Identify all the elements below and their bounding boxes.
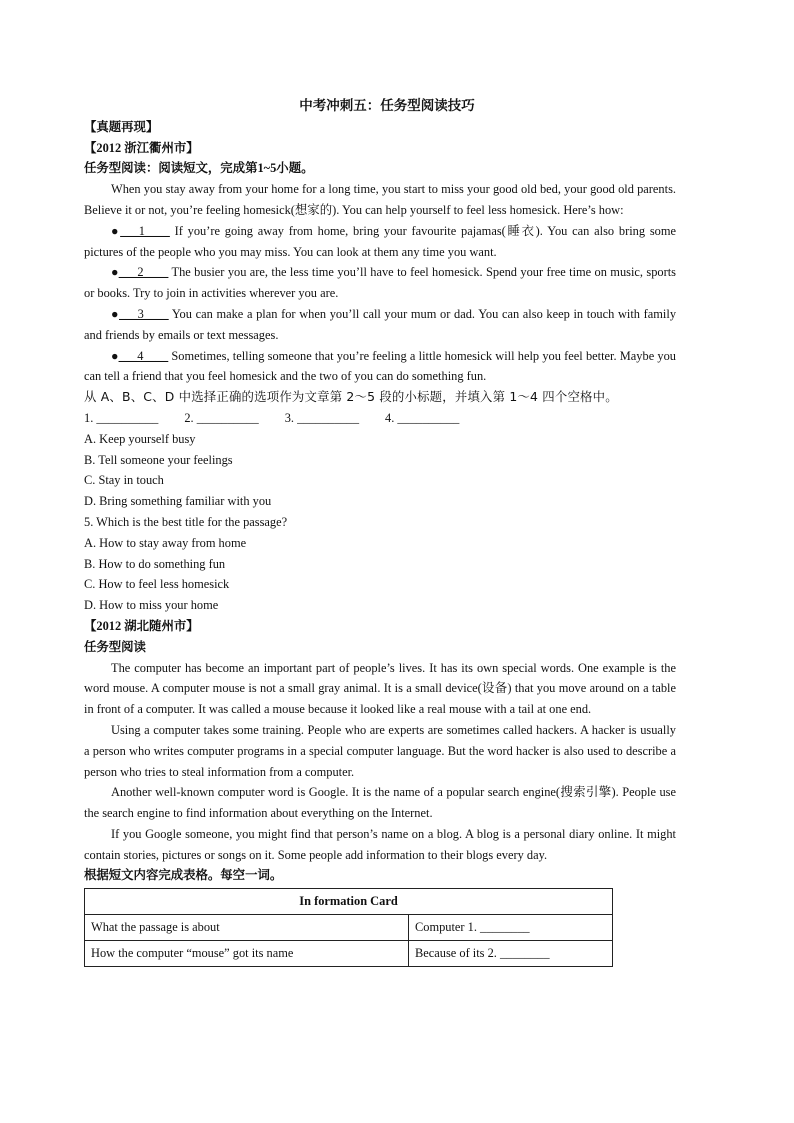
bullet-mark: ● [111, 223, 121, 238]
information-card-table [84, 888, 613, 966]
answer-blank-4: ___4____ [118, 348, 169, 363]
answer-line-1: 1. __________ [84, 410, 159, 425]
bullet-text: You can make a plan for when you’ll call your mum or dad. You can also keep in touch with family and friends by emails or text messages. [84, 306, 677, 342]
q1-option-c: C. Stay in touch [84, 473, 164, 488]
q1-instruction: 任务型阅读：阅读短文，完成第1~5小题。 [84, 161, 314, 176]
q2-paragraph-1: The computer has become an important part of people’s lives. It has its own special words. One example is the word mouse. A computer mouse is not a small gray animal. It is a small device(设备) that you move around on a table in front of a computer. It was called a mouse because it looked like a real mouse with a tail at one end. [84, 660, 676, 717]
table-header-row [85, 889, 613, 915]
answer-blank-3: ___3____ [119, 306, 169, 321]
q5-option-b: B. How to do something fun [84, 556, 226, 571]
bullet-text: Sometimes, telling someone that you’re feeling a little homesick will help you feel better. Maybe you can tell a friend that you feel homesick and the two of you can do something fun. [84, 348, 676, 384]
q1-choose-instruction: 从 A、B、C、D 中选择正确的选项作为文章第 2～5 段的小标题，并填入第 1～4 四个空格中。 [84, 389, 618, 405]
document-page [84, 96, 676, 967]
q5-option-d: D. How to miss your home [84, 598, 219, 613]
bullet-mark: ● [111, 265, 119, 280]
answer-blank-2: ___2____ [118, 265, 169, 280]
q1-source: 【2012 浙江衢州市】 [84, 140, 199, 155]
q2-source: 【2012 湖北随州市】 [84, 618, 199, 633]
bullet-text: The busier you are, the less time you’ll have to feel homesick. Spend your free time on music, sports or books. Try to join in activities wherever you are. [84, 265, 676, 301]
table-row [85, 940, 613, 966]
table-cell-answer: Computer 1. ________ [409, 915, 613, 941]
q2-instruction: 任务型阅读 [84, 639, 146, 654]
answer-line-2: 2. __________ [184, 410, 259, 425]
q1-bullet-2 [84, 262, 676, 304]
q5-option-c: C. How to feel less homesick [84, 577, 230, 592]
q2-table-instruction: 根据短文内容完成表格。每空一词。 [84, 868, 283, 883]
table-cell-answer: Because of its 2. ________ [409, 940, 613, 966]
answer-line-3: 3. __________ [284, 410, 360, 425]
q2-paragraph-2: Using a computer takes some training. People who are experts are sometimes called hackers. A hacker is usually a person who writes computer programs in a special computer language. But the word hacker is also used to describe a person who tries to steal information from a computer. [84, 722, 676, 779]
bullet-mark: ● [111, 348, 119, 363]
q5-option-a: A. How to stay away from home [84, 535, 247, 550]
section-header: 【真题再现】 [84, 119, 159, 134]
answer-blank-1: ___1____ [120, 223, 170, 238]
q1-option-b: B. Tell someone your feelings [84, 452, 233, 467]
q1-option-a: A. Keep yourself busy [84, 431, 196, 446]
table-cell: How the computer “mouse” got its name [85, 940, 409, 966]
q2-paragraph-4: If you Google someone, you might find that person’s name on a blog. A blog is a personal diary online. It might contain stories, pictures or songs on it. Some people add information to their blogs every day. [84, 826, 676, 862]
bullet-text: If you’re going away from home, bring your favourite pajamas(睡衣). You can also bring some pictures of the people who you may miss. You can look at them any time you want. [84, 223, 677, 259]
q2-paragraph-3: Another well-known computer word is Google. It is the name of a popular search engine(搜索引擎). People use the search engine to find information about everything on the Internet. [84, 785, 676, 821]
q1-bullet-3 [84, 304, 676, 346]
table-row [85, 915, 613, 941]
answer-line-4: 4. __________ [385, 410, 460, 425]
q1-answer-blanks [84, 408, 676, 429]
q1-intro-paragraph: When you stay away from your home for a long time, you start to miss your good old bed, your good old parents. Believe it or not, you’re feeling homesick(想家的). You can help yourself to feel less homesick. Here’s how: [84, 182, 676, 217]
q5-question: 5. Which is the best title for the passage? [84, 514, 288, 529]
table-cell: What the passage is about [85, 915, 409, 941]
q1-bullet-1 [84, 221, 676, 263]
page-title: 中考冲刺五：任务型阅读技巧 [299, 98, 475, 113]
q1-option-d: D. Bring something familiar with you [84, 494, 272, 509]
q1-bullet-4 [84, 346, 676, 388]
table-header: In formation Card [85, 889, 613, 915]
bullet-mark: ● [111, 306, 120, 321]
